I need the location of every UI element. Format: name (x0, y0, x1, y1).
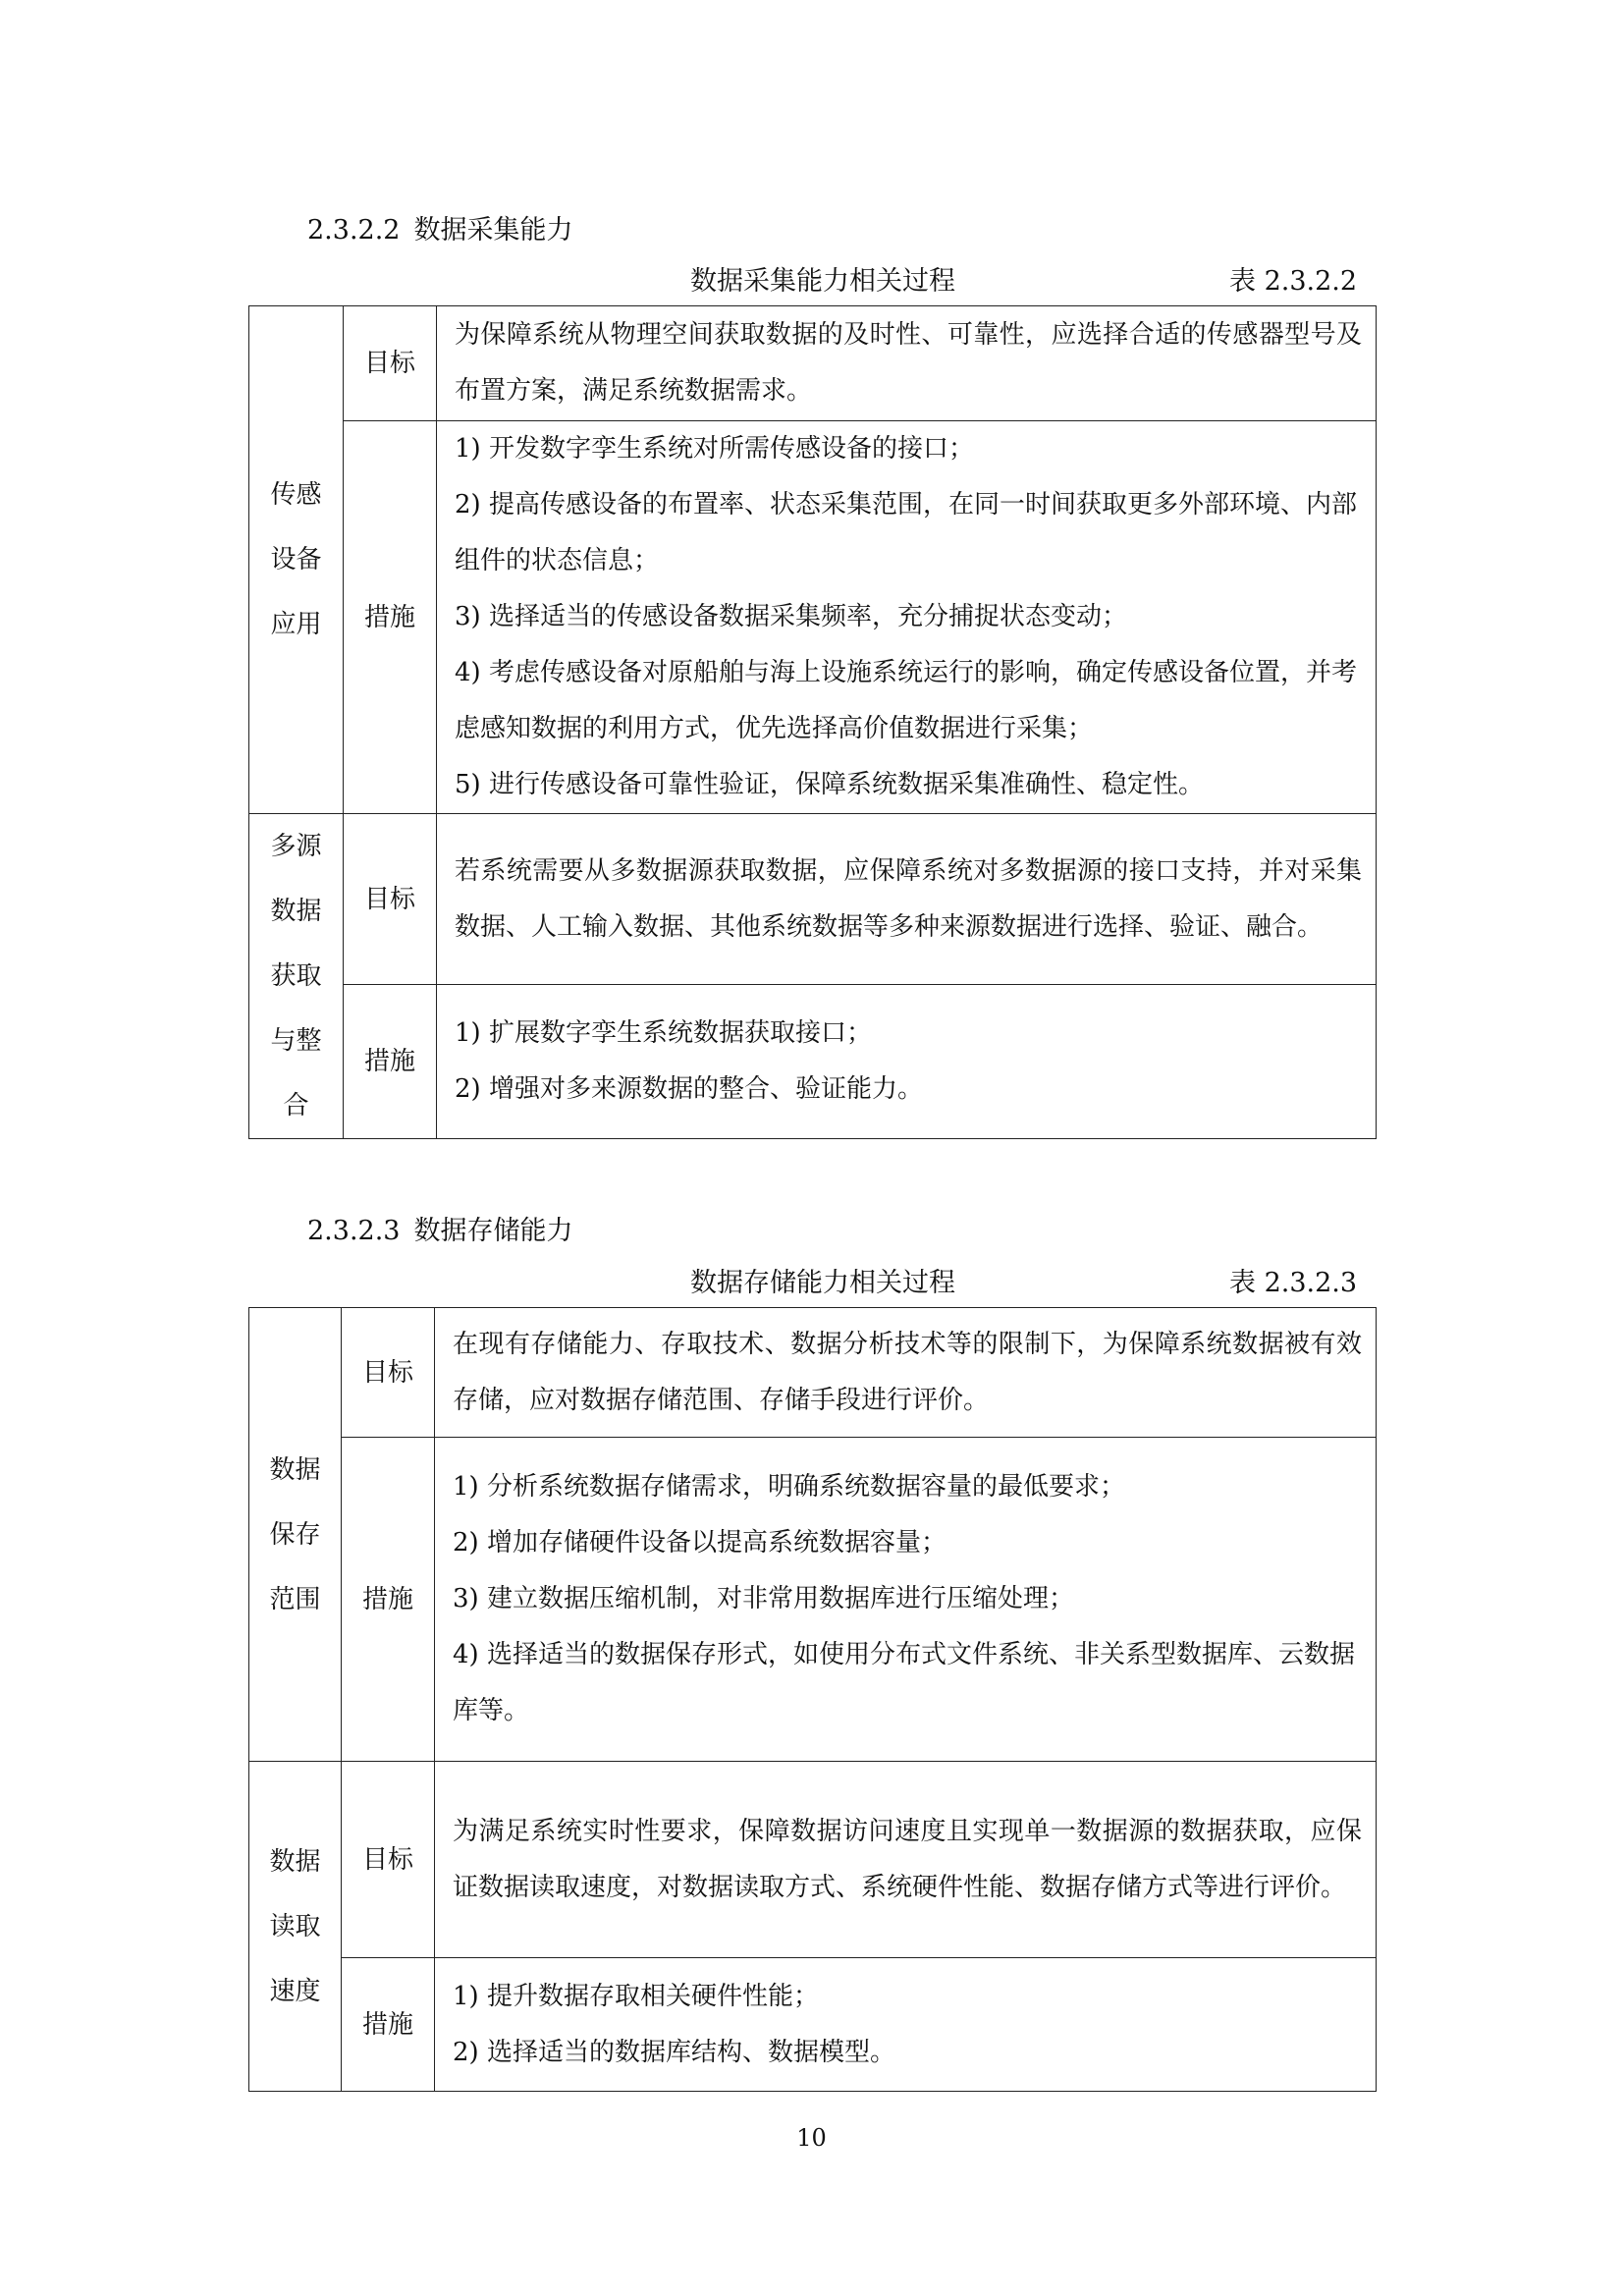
measures-list (455, 1006, 1362, 1118)
table-title: 数据存储能力相关过程 (690, 1268, 955, 1298)
category-label: 数据读取速度 (269, 1846, 321, 2006)
category-label: 数据保存范围 (269, 1454, 321, 1614)
page-number: 10 (796, 2124, 827, 2152)
table-row (249, 1438, 1377, 1762)
goal-label: 目标 (342, 1308, 435, 1438)
table-data-collection (248, 305, 1377, 1139)
measures-cell (437, 985, 1377, 1139)
measures-list (455, 421, 1362, 813)
section-heading-2-3-2-3 (307, 1215, 572, 1248)
table-row (249, 1308, 1377, 1438)
section-title: 数据存储能力 (413, 1216, 573, 1246)
table-label: 表 2.3.2.3 (1229, 1268, 1358, 1298)
goal-label: 目标 (344, 814, 437, 985)
category-label: 传感设备应用 (270, 480, 322, 639)
measure-item: 2) 提高传感设备的布置率、状态采集范围，在同一时间获取更多外部环境、内部组件的状态信息； (455, 490, 1357, 575)
measures-cell (435, 1438, 1377, 1762)
goal-text: 若系统需要从多数据源获取数据，应保障系统对多数据源的接口支持，并对采集数据、人工输入数据、其他系统数据等多种来源数据进行选择、验证、融合。 (455, 855, 1362, 942)
measure-item: 3) 选择适当的传感设备数据采集频率，充分捕捉状态变动； (455, 602, 1127, 631)
category-cell (249, 1762, 342, 2092)
section-number: 2.3.2.2 (307, 215, 401, 246)
goal-label: 目标 (344, 306, 437, 421)
category-label: 多源数据获取与整合 (270, 832, 322, 1121)
measure-item: 1) 扩展数字孪生系统数据获取接口； (455, 1018, 872, 1049)
measure-item: 3) 建立数据压缩机制，对非常用数据库进行压缩处理； (453, 1584, 1074, 1613)
table-data-storage (248, 1307, 1377, 2092)
table-row (249, 421, 1377, 814)
measures-label: 措施 (342, 1958, 435, 2092)
goal-text: 为保障系统从物理空间获取数据的及时性、可靠性，应选择合适的传感器型号及布置方案，满足系统数据需求。 (455, 320, 1362, 406)
goal-text-cell (435, 1308, 1377, 1438)
measure-item: 2) 增强对多来源数据的整合、验证能力。 (455, 1074, 923, 1105)
goal-text-cell (437, 814, 1377, 985)
section-title: 数据采集能力 (413, 215, 573, 246)
table-label: 表 2.3.2.2 (1229, 266, 1358, 297)
measure-item: 2) 选择适当的数据库结构、数据模型。 (453, 2037, 895, 2067)
table-row (249, 985, 1377, 1139)
measures-cell (435, 1958, 1377, 2092)
measure-item: 2) 增加存储硬件设备以提高系统数据容量； (453, 1528, 947, 1558)
measure-item: 1) 提升数据存取相关硬件性能； (453, 1981, 819, 2011)
measure-item: 1) 开发数字孪生系统对所需传感设备的接口； (455, 434, 974, 464)
measures-label: 措施 (344, 421, 437, 814)
goal-text-cell (437, 306, 1377, 421)
measure-item: 4) 选择适当的数据保存形式，如使用分布式文件系统、非关系型数据库、云数据库等。 (453, 1640, 1355, 1725)
table-row (249, 306, 1377, 421)
category-cell (249, 1308, 342, 1762)
goal-text-cell (435, 1762, 1377, 1958)
measures-label: 措施 (342, 1438, 435, 1762)
table-row (249, 814, 1377, 985)
goal-text: 为满足系统实时性要求，保障数据访问速度且实现单一数据源的数据获取，应保证数据读取速度，对数据读取方式、系统硬件性能、数据存储方式等进行评价。 (453, 1816, 1362, 1902)
measures-list (453, 1969, 1362, 2081)
measure-item: 1) 分析系统数据存储需求，明确系统数据容量的最低要求； (453, 1472, 1125, 1502)
measures-list (453, 1459, 1362, 1739)
section-number: 2.3.2.3 (307, 1216, 401, 1246)
measure-item: 5) 进行传感设备可靠性验证，保障系统数据采集准确性、稳定性。 (455, 770, 1204, 799)
section-heading-2-3-2-2 (307, 214, 572, 247)
goal-label: 目标 (342, 1762, 435, 1958)
category-cell (249, 306, 344, 814)
table-row (249, 1958, 1377, 2092)
table-title: 数据采集能力相关过程 (690, 266, 955, 297)
measures-label: 措施 (344, 985, 437, 1139)
table-row (249, 1762, 1377, 1958)
goal-text: 在现有存储能力、存取技术、数据分析技术等的限制下，为保障系统数据被有效存储，应对数据存储范围、存储手段进行评价。 (453, 1329, 1362, 1415)
category-cell (249, 814, 344, 1139)
measures-cell (437, 421, 1377, 814)
measure-item: 4) 考虑传感设备对原船舶与海上设施系统运行的影响，确定传感设备位置，并考虑感知数据的利用方式，优先选择高价值数据进行采集； (455, 658, 1357, 743)
